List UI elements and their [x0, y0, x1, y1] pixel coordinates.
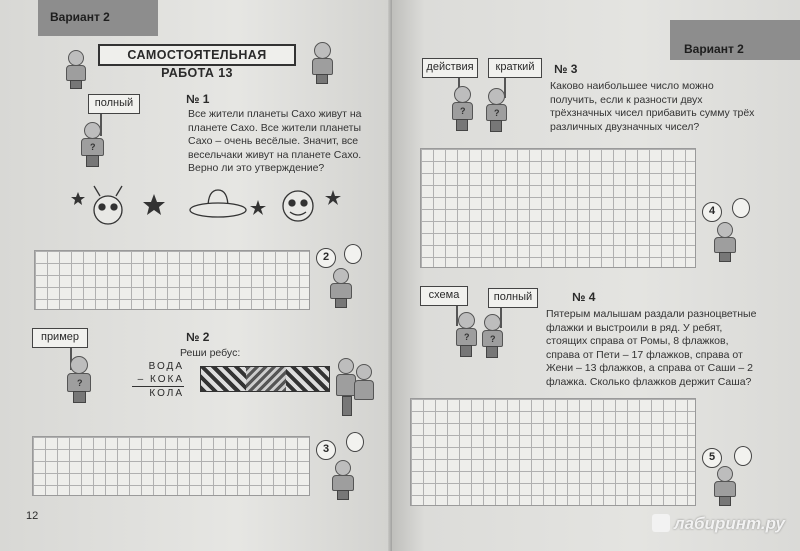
balloon-icon — [732, 198, 750, 218]
kid-figure: ? — [482, 88, 512, 134]
left-page — [0, 0, 395, 551]
answer-type-sign: полный — [88, 94, 140, 114]
kid-figure: ? — [448, 86, 478, 134]
kid-with-balloons — [328, 460, 358, 502]
right-page — [392, 0, 800, 551]
watermark-text: лабиринт.ру — [674, 514, 785, 533]
answer-grid-3[interactable] — [420, 148, 696, 268]
title-kid-left — [62, 50, 92, 90]
balloon-icon — [734, 446, 752, 466]
rebus — [132, 360, 184, 400]
answer-type-sign: действия — [422, 58, 478, 78]
kid-figure: ? — [62, 356, 96, 406]
kid-with-balloons — [710, 222, 740, 264]
answer-grid-4[interactable] — [410, 398, 696, 506]
task-number: № 3 — [554, 62, 578, 76]
task-number: № 1 — [186, 92, 210, 106]
answer-type-sign: полный — [488, 288, 538, 308]
kid-figure: ? — [452, 312, 482, 360]
points-badge: 3 — [316, 440, 336, 460]
task-text: Все жители планеты Сахо живут на планете Сахо. Все жители планеты Сахо – очень весёлые. Значит, все весельчаки живут на планете Сахо. Верно ли это утверждение? — [188, 108, 362, 174]
kid-with-balloons — [326, 268, 356, 310]
task-number: № 4 — [572, 290, 596, 304]
kid-with-balloons — [710, 466, 740, 508]
points-badge: 4 — [702, 202, 722, 222]
kid-figure: ? — [478, 314, 508, 360]
rebus-line: КОЛА — [132, 386, 184, 400]
task-instruction: Реши ребус: — [180, 347, 241, 359]
variant-label: Вариант 2 — [670, 20, 800, 60]
answer-type-sign: пример — [32, 328, 88, 348]
rebus-picture — [200, 366, 330, 392]
rebus-line: – КОКА — [137, 374, 184, 385]
task-text: Каково наибольшее число можно получить, если к разности двух трёхзначных чисел прибавить сумму трёх различных двузначных чисел? — [550, 80, 755, 133]
kid-figure: ? — [76, 122, 110, 170]
balloon-icon — [346, 432, 364, 452]
title-kid-right — [308, 42, 338, 86]
kids-group-figure — [334, 358, 378, 420]
balloon-icon — [344, 244, 362, 264]
task-text: Пятерым малышам раздали разноцветные флажки и выстроили в ряд. У ребят, стоящих справа от Ромы, 8 флажков, справа от Пети – 17 флажков, справа от Жени – 13 флажков, а справа от Саши – 2 флажка. Сколько флажков держит Саша? — [546, 308, 757, 388]
answer-type-sign: схема — [420, 286, 468, 306]
page-number: 12 — [26, 510, 39, 522]
labirint-logo-icon — [652, 514, 670, 532]
aliens-illustration — [58, 180, 348, 232]
variant-label: Вариант 2 — [38, 0, 158, 36]
points-badge: 2 — [316, 248, 336, 268]
task-number: № 2 — [186, 330, 210, 344]
points-badge: 5 — [702, 448, 722, 468]
answer-grid-1[interactable] — [34, 250, 310, 310]
answer-type-sign: краткий — [488, 58, 542, 78]
worksheet-title: САМОСТОЯТЕЛЬНАЯ РАБОТА 13 — [98, 44, 296, 66]
watermark — [652, 514, 785, 534]
answer-grid-2[interactable] — [32, 436, 310, 496]
rebus-line: ВОДА — [148, 361, 184, 372]
